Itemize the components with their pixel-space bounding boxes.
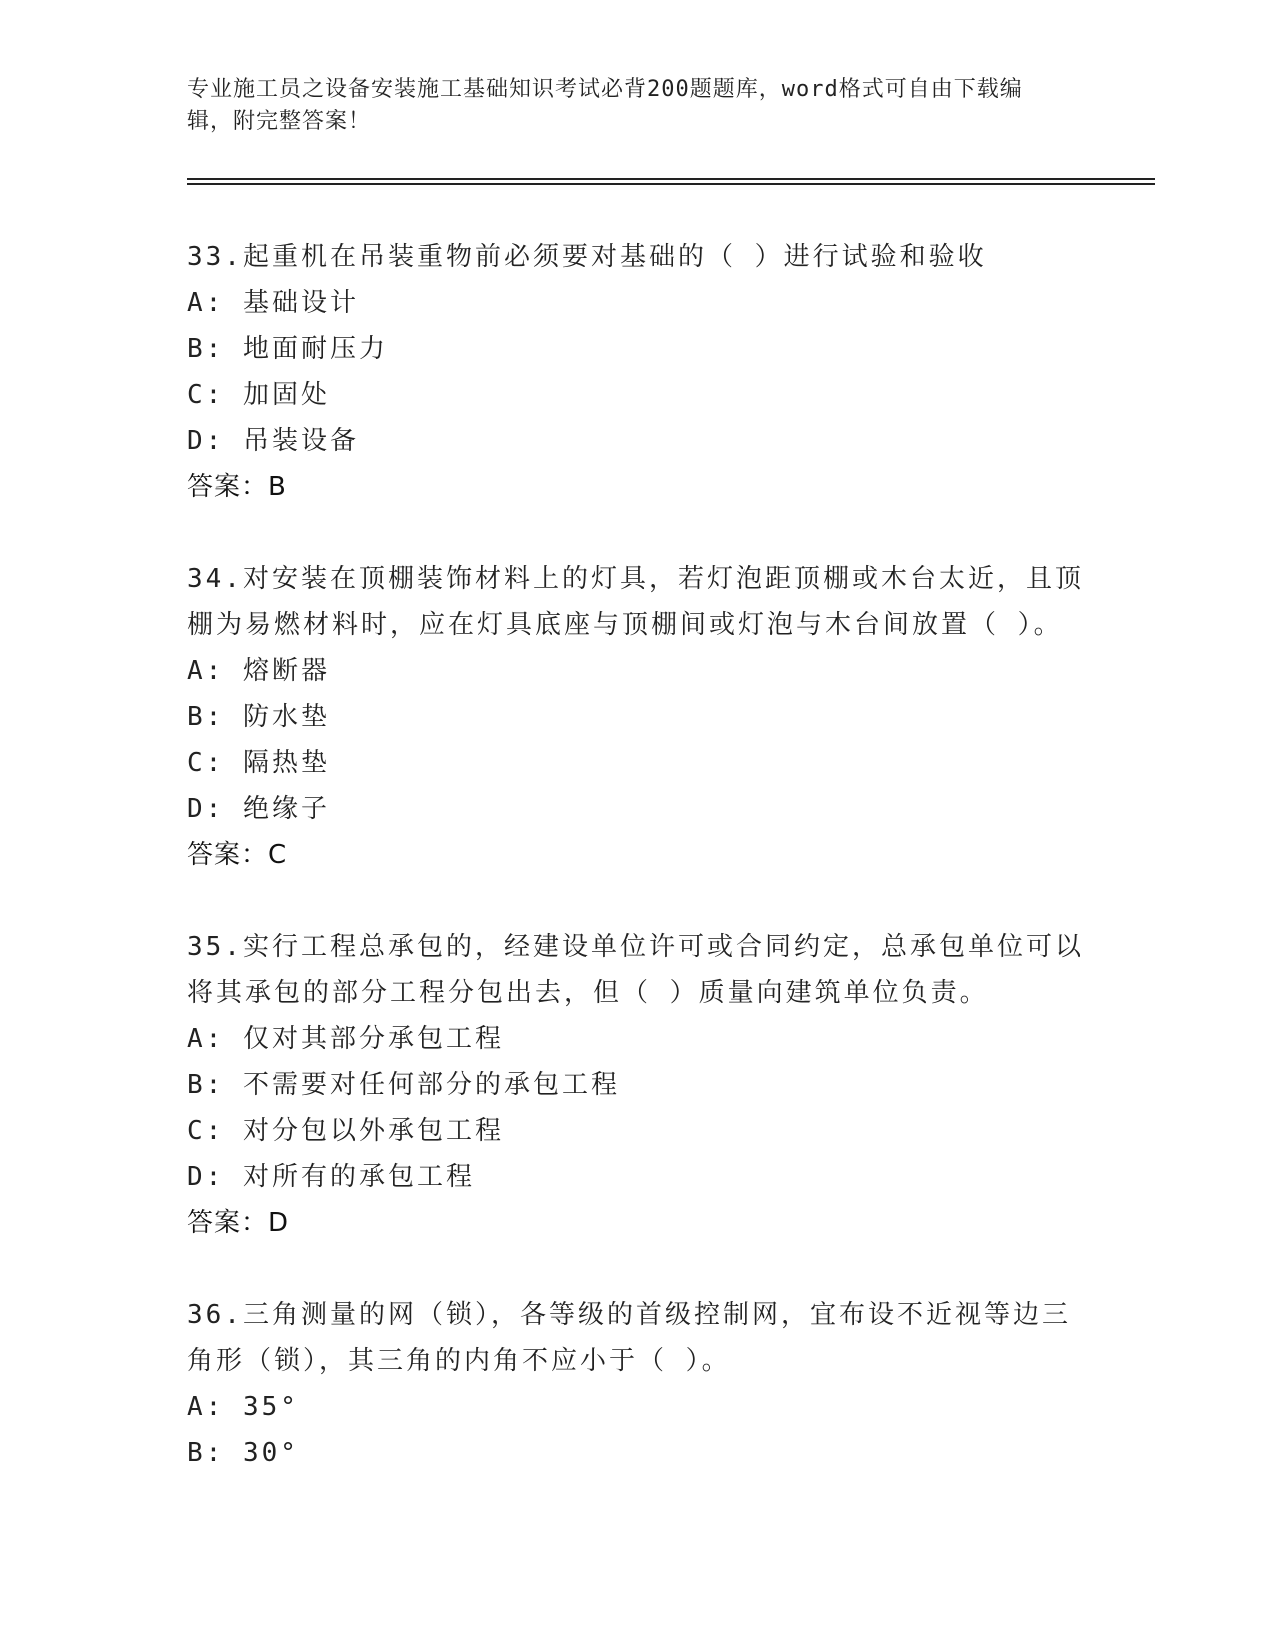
question-stem: 33.起重机在吊装重物前必须要对基础的（ ）进行试验和验收 — [187, 242, 987, 272]
question-34 — [187, 556, 1087, 878]
question-spacer — [187, 510, 1087, 556]
option-d: D: 吊装设备 — [187, 426, 359, 456]
question-spacer — [187, 1246, 1087, 1292]
option-b: B: 地面耐压力 — [187, 334, 388, 364]
option-c: C: 对分包以外承包工程 — [187, 1116, 504, 1146]
answer-line: 答案：C — [187, 840, 288, 870]
option-a: A: 仅对其部分承包工程 — [187, 1024, 504, 1054]
question-33 — [187, 234, 1087, 510]
question-36 — [187, 1292, 1087, 1476]
option-b: B: 防水垫 — [187, 702, 330, 732]
option-b: B: 不需要对任何部分的承包工程 — [187, 1070, 620, 1100]
answer-line: 答案：D — [187, 1208, 290, 1238]
document-header: 专业施工员之设备安装施工基础知识考试必背200题题库，word格式可自由下载编辑，附完整答案！ — [187, 77, 1023, 134]
option-c: C: 加固处 — [187, 380, 330, 410]
question-35 — [187, 924, 1087, 1246]
question-stem: 35.实行工程总承包的，经建设单位许可或合同约定，总承包单位可以将其承包的部分工程分包出去，但（ ）质量向建筑单位负责。 — [187, 932, 1084, 1008]
header-rule-bottom — [187, 183, 1155, 185]
header-rule-top — [187, 178, 1155, 180]
question-list — [187, 234, 1087, 1476]
option-b: B: 30° — [187, 1438, 299, 1468]
option-c: C: 隔热垫 — [187, 748, 330, 778]
option-a: A: 熔断器 — [187, 656, 330, 686]
question-spacer — [187, 878, 1087, 924]
question-stem: 36.三角测量的网（锁），各等级的首级控制网，宜布设不近视等边三角形（锁），其三角的内角不应小于（ ）。 — [187, 1300, 1071, 1376]
option-d: D: 绝缘子 — [187, 794, 330, 824]
answer-line: 答案：B — [187, 472, 287, 502]
question-stem: 34.对安装在顶棚装饰材料上的灯具，若灯泡距顶棚或木台太近，且顶棚为易燃材料时，应在灯具底座与顶棚间或灯泡与木台间放置（ ）。 — [187, 564, 1084, 640]
option-d: D: 对所有的承包工程 — [187, 1162, 475, 1192]
option-a: A: 35° — [187, 1392, 299, 1422]
option-a: A: 基础设计 — [187, 288, 359, 318]
